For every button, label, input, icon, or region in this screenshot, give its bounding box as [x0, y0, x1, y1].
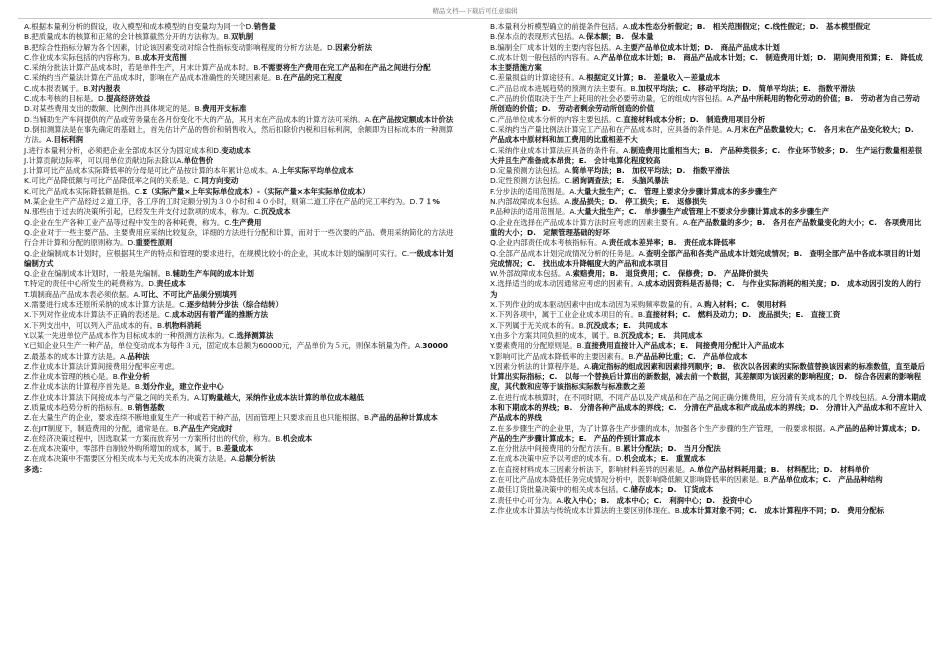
- question-item: [490, 352, 926, 362]
- question-item: [24, 115, 460, 125]
- question-text: Z.在成本决策中，零部件自制较外购所增加的成本，属于。B.: [24, 444, 224, 454]
- question-item: [24, 321, 460, 331]
- answer-text: 索赔费用；B. 退货费用；C. 保修费；D. 产品降价损失: [572, 269, 769, 279]
- question-text: Q.企业对于一些主要产品、主要费用应采纳比较复杂，详细的方法进行分配和计算，而对于一些次要的产品、费用采纳简化的方法进行合并计算和分配的原则称为。D.: [24, 227, 454, 248]
- question-text: N.内部故障成本包括。A.: [490, 197, 572, 207]
- answer-text: 查明全部产品和各类产品成本计划完成情况；B. 查明全部产品中各成本项目的计划完成情况；C. 找出成本升降幅度大的产品和成本项目: [490, 248, 921, 268]
- question-item: [490, 310, 926, 320]
- answer-text: 保本额；B. 保本量: [586, 32, 654, 42]
- question-text: Z.在成本决策中应予以考虑的成本有。D.: [490, 454, 624, 464]
- section-heading: [24, 465, 460, 475]
- question-text: C.采纳分批法计算产品成本时，若是单件生产，月末计算产品成本时。B.: [24, 63, 261, 73]
- answer-text: 作业分析: [120, 372, 150, 382]
- answer-text: 确定指标的组成因素和因素排列顺序；B. 依次以各因素的实际数值替换该因素的标准数值，直至最后计算出实际指标；C. 以每一个替换后计算出的新数据，减去前一个数据，其差额即为该因素的影响程度；D. 综合各因素的影响程度，其代数和应等于该指标实际数与标准数之差: [490, 361, 925, 392]
- answer-text: 产品的品种计算成本；D. 产品的生产步骤计算成本；E. 产品的件别计算成本: [490, 423, 928, 443]
- question-text: X.选择适当的成本动因通常应考虑的因素有。A.: [490, 279, 646, 289]
- answer-text: 沉没成本；E. 共同成本: [621, 330, 703, 340]
- question-item: [24, 454, 460, 464]
- question-item: [24, 352, 460, 362]
- question-item: [24, 290, 460, 300]
- question-item: [490, 115, 926, 125]
- answer-text: 在产品按定额成本计价法: [371, 114, 454, 124]
- answer-text: 成本动因有着严谨的推断方法: [171, 310, 269, 320]
- answer-text: 提高经济效益: [106, 94, 151, 104]
- question-item: [24, 444, 460, 454]
- question-text: Y.已知企业只生产一种产品，单位变动成本为每件３元，固定成本总额为60000元，产品单价为５元，则保本销量为件。A.: [24, 341, 423, 351]
- question-text: Z.在直接材料成本三因素分析法下，影响材料差异的因素是。A.: [490, 464, 697, 474]
- answer-text: 在产品数量的多少；B. 各月在产品数量变化的大小；C. 各项费用比重的大小；D. 定额管理基础的好坏: [490, 217, 922, 237]
- question-text: Z.最佳订货批量决策中的相关成本包括。C.: [490, 485, 631, 495]
- question-text: K.可比产品降低额与可比产品降低率之间的关系是。C.: [24, 176, 202, 186]
- question-text: Z.在成本决策中不需要区分相关成本与无关成本的决策方法是。A.: [24, 454, 239, 464]
- question-text: C.成本计划一般包括的内容有。A.: [490, 52, 601, 62]
- page-header: 精品文档---下载后可任意编辑: [0, 2, 950, 20]
- question-item: [490, 94, 926, 115]
- answer-text: 销售量: [253, 22, 276, 31]
- answer-text: 购入材料；C. 领用材料: [704, 300, 787, 310]
- question-item: [490, 331, 926, 341]
- question-item: [24, 197, 460, 207]
- answer-text: 责任成本: [156, 279, 186, 289]
- question-text: B.保本点的表现形式包括。A.: [490, 32, 586, 42]
- answer-text: 不需要将生产费用在完工产品和在产品之间进行分配: [260, 63, 431, 73]
- answer-text: 对内报表: [90, 83, 121, 93]
- question-item: [24, 73, 460, 83]
- question-item: [490, 207, 926, 217]
- answer-text: 单位售价: [183, 155, 214, 165]
- question-text: X.下列对作业成本计算法不正确的表述是。C.: [24, 310, 172, 320]
- question-text: J.计算贡献边际率，可以用单位贡献边际去除以A.: [24, 155, 184, 165]
- question-item: [490, 362, 926, 393]
- answer-text: 累计分配法；D. 当月分配法: [623, 444, 721, 454]
- question-text: C.采纳约当产量法计算在产品成本时，影响在产品成本准确性的关键因素是。B.: [24, 73, 283, 83]
- question-item: [24, 434, 460, 444]
- answer-text: 30000: [422, 341, 449, 351]
- answer-text: 成本动因资料是否易得；C. 与作业实际消耗的相关度；D. 成本动因引发的人的行为: [490, 279, 921, 299]
- question-item: [24, 53, 460, 63]
- question-text: Z.在JIT制度下，制造费用的分配，通常是在。B.: [24, 423, 181, 433]
- right-column: [490, 22, 926, 668]
- answer-text: 订购量越大，采纳作业成本法计算的单位成本越低: [201, 392, 364, 402]
- question-text: J.计算可比产品成本实际降低率的分母是可比产品按计算的本年累计总成本。A.: [24, 166, 280, 176]
- question-text: X.需要进行成本还原所采纳的成本计算方法是。C.: [24, 300, 187, 310]
- question-item: [24, 125, 460, 146]
- question-item: [24, 218, 460, 228]
- answer-text: 产品品种比重；C. 产品单位成本: [635, 351, 748, 361]
- question-text: Q.企业在生产各种工业产品等过程中发生的各种耗费，称为。C.: [24, 217, 232, 227]
- question-item: [490, 53, 926, 74]
- answer-text: 主要产品单位成本计划；D. 商品产品成本计划: [622, 42, 780, 52]
- question-text: Z.质量成本趋势分析的指标有。B.: [24, 402, 135, 412]
- answer-text: 产品的品种计算成本: [371, 413, 438, 423]
- question-text: Z.最基本的成本计算方法是。A.: [24, 351, 128, 361]
- answer-text: 责任成本差异率；B. 责任成本降低率: [608, 238, 736, 248]
- question-item: [490, 249, 926, 270]
- question-item: [490, 166, 926, 176]
- question-item: [24, 43, 460, 53]
- question-text: D.对某些费用支出的数额、比例作出具体规定的是。B.: [24, 104, 203, 114]
- question-item: [24, 156, 460, 166]
- answer-text: 逐步结转分步法（综合结转）: [186, 300, 283, 310]
- question-item: [490, 238, 926, 248]
- answer-text: 简单平均法；B. 加权平均法；D. 指数平滑法: [571, 166, 730, 176]
- answer-text: 沉没成本；E. 共同成本: [586, 320, 668, 330]
- question-text: Z.作业成本管理的核心是。B.: [24, 372, 121, 382]
- question-text: Z.作业成本计算法与传统成本计算法的主要区别体现在。B.: [490, 505, 683, 515]
- question-text: Y.要素费用的分配原则是。B.: [490, 341, 585, 351]
- question-text: Z.在可比产品成本降低任务完成情况分析中，既影响降低额又影响降低率的因素是。B.: [490, 475, 771, 485]
- question-text: T.填制商品产品成本表必须依据。A.: [24, 289, 141, 299]
- question-text: A.根据本量利分析的假设，收入模型和成本模型的自变量均为同一个D.: [24, 22, 254, 31]
- question-item: [490, 73, 926, 83]
- answer-text: 目标利润: [53, 135, 84, 145]
- answer-text: ７１%: [417, 197, 440, 207]
- question-item: [490, 32, 926, 42]
- question-text: K.可比产品成本实际降低额是指。C.: [24, 186, 143, 196]
- question-item: [24, 341, 460, 351]
- question-item: [490, 43, 926, 53]
- answer-text: 收入中心；B. 成本中心；C. 利润中心；D. 投资中心: [563, 495, 753, 505]
- question-text: Q.企业编制成本计划时，应根据其生产的特点和管理的要求进行，在规模比较小的企业，其成本计划的编制可实行。C.: [24, 248, 410, 258]
- question-text: B.把综合性指标分解为各个因素，讨论该因素变动对综合性指标变动影响程度的分析方法是。D.: [24, 42, 336, 52]
- question-text: D.倒扣测算法是在事先确定的基础上，首先估计产品的售价和销售收入，然后扣除价内税和目标利润，余额即为目标成本的一种测算方法。A.: [24, 124, 454, 145]
- answer-text: 成本开支范围: [142, 52, 187, 62]
- answer-text: 机物料消耗: [164, 320, 202, 330]
- question-text: C.差量损益的计算途径有。A.: [490, 73, 587, 83]
- question-item: [490, 424, 926, 445]
- question-item: [24, 249, 460, 270]
- answer-text: 直接材料；C. 燃料及动力；D. 废品损失；E. 直接工资: [645, 310, 841, 320]
- question-text: B.编制全厂成本计划的主要内容包括。A.: [490, 42, 623, 52]
- left-column: [24, 22, 460, 668]
- question-text: D.定性预测方法包括。C.: [490, 176, 573, 186]
- answer-text: 重要性原则: [135, 238, 173, 248]
- question-item: [490, 393, 926, 424]
- answer-text: 分清本期成本和下期成本的界线；B. 分清各种产品成本的界线；C. 分清在产品成本和产成品成本的界线；D. 分清计入产品成本和不应计入产品成本的界线: [490, 392, 926, 423]
- question-item: [24, 207, 460, 217]
- question-text: Y.由多个方案共同负担的成本，属于。B.: [490, 330, 622, 340]
- answer-text: 费用开支标准: [202, 104, 247, 114]
- question-text: C.产品单位成本分析的内容主要包括。C.: [490, 114, 624, 124]
- question-item: [24, 94, 460, 104]
- question-text: Y.影响可比产品成本降低率的主要因素有。B.: [490, 351, 636, 361]
- question-text: Z.作业成本计算法计算间接费用分配率应考虑。: [24, 361, 180, 371]
- answer-text: 产品中所耗用的物化劳动的价值；B. 劳动者为自己劳动所创造的价值；D. 劳动者剩余劳动所创造的价值: [490, 94, 920, 114]
- answer-text: 因素分析法: [335, 42, 373, 52]
- question-item: [490, 187, 926, 197]
- question-item: [490, 197, 926, 207]
- question-text: Z.在经济决策过程中，因选取某一方案而放弃另一方案所付出的代价，称为。B.: [24, 433, 283, 443]
- question-item: [24, 269, 460, 279]
- question-item: [490, 22, 926, 32]
- question-item: [24, 63, 460, 73]
- answer-text: 产品单位成本；C. 产品品种结构: [770, 475, 883, 485]
- answer-text: 产品生产完成时: [180, 423, 233, 433]
- question-item: [24, 176, 460, 186]
- question-text: Z.责任中心可分为。A.: [490, 495, 564, 505]
- answer-text: 一级成本计划编制方式: [24, 248, 454, 268]
- answer-text: 直接材料成本分析；D. 制造费用项目分析: [623, 114, 766, 124]
- answer-text: 机会成本: [282, 433, 313, 443]
- question-item: [490, 444, 926, 454]
- question-text: Z.在多步骤生产的企业里，为了计算各生产步骤的成本，加强各个生产步骤的生产管理，一般要求根据。A.: [490, 423, 838, 433]
- question-text: C.作业成本实际包括的内容称为。B.: [24, 52, 143, 62]
- question-item: [24, 413, 460, 423]
- question-item: [490, 218, 926, 239]
- question-item: [24, 228, 460, 249]
- question-text: D.定量预测方法包括。A.: [490, 166, 572, 176]
- answer-text: 储存成本；D. 订货成本: [630, 485, 714, 495]
- question-item: [24, 32, 460, 42]
- question-text: C.产品总成本进展趋势的预测方法主要有。B.: [490, 83, 638, 93]
- answer-text: 变动成本: [221, 145, 251, 155]
- question-text: N.那些由于过去的决策所引起，已经发生并支付过款项的成本，称为。C.: [24, 207, 262, 217]
- question-item: [24, 372, 460, 382]
- answer-text: 单位产品材料耗用量；B. 材料配比；D. 材料单价: [696, 464, 870, 474]
- question-item: [24, 403, 460, 413]
- question-item: [490, 269, 926, 279]
- question-text: T.特定的责任中心所发生的耗费称为。D.: [24, 279, 157, 289]
- question-text: F.分步法的适用范围是。A.: [490, 186, 577, 196]
- question-item: [490, 454, 926, 464]
- question-text: Z.作业成本法的计算程序首先是。B.: [24, 382, 143, 392]
- question-item: [24, 424, 460, 434]
- answer-text: 加权平均法；C. 移动平均法；D. 简单平均法；E. 指数平滑法: [637, 83, 856, 93]
- question-text: C.采纳约当产量比例法计算完工产品和在产品成本时，应具备的条件是。A.: [490, 124, 734, 134]
- question-item: [24, 393, 460, 403]
- question-text: P.品种法的适用范围是。A.: [490, 207, 577, 217]
- question-text: C.成本考核的目标是。D.: [24, 94, 107, 104]
- question-text: B.本量利分析模型确立的前提条件包括。A.: [490, 22, 631, 31]
- answer-text: 在产品的完工程度: [282, 73, 342, 83]
- question-item: [24, 22, 460, 32]
- question-item: [24, 310, 460, 320]
- question-item: [490, 496, 926, 506]
- question-text: Z.在进行成本核算时，在不同时期，不同产品以及产成品和在产品之间正确分摊费用，应分清有关成本的几个界线包括。A.: [490, 392, 890, 402]
- question-item: [490, 125, 926, 146]
- question-item: [490, 279, 926, 300]
- question-item: [24, 279, 460, 289]
- question-item: [24, 362, 460, 372]
- question-item: [24, 146, 460, 156]
- answer-text: 根据定义计算；B. 差量收入－差量成本: [586, 73, 721, 83]
- answer-text: 辅助生产车间的成本计划: [172, 269, 254, 279]
- answer-text: 成本计算对象不同；C. 成本计算程序不同；D. 费用分配标: [682, 505, 885, 515]
- answer-text: 制造费用比重相当大；B. 产品种类很多；C. 作业环节较多；D. 生产运行数量相差很大并且生产准备成本昂贵；E. 会计电算化程度较高: [490, 145, 923, 165]
- answer-text: 销售基数: [134, 402, 165, 412]
- question-item: [24, 300, 460, 310]
- answer-text: 可比、不可比产品须分别填列: [140, 289, 237, 299]
- question-text: B.把质量成本的核算和正常的会计核算截然分开的方法称为。B.: [24, 32, 231, 42]
- question-text: X.下列各项中，属于工业企业成本项目的有。B.: [490, 310, 646, 320]
- question-item: [24, 331, 460, 341]
- answer-text: 月末在产品数量较大；C. 各月末在产品变化较大；D. 产品成本中原材料和加工费用的比重相差不大: [490, 124, 922, 145]
- question-text: C.成本报表属于。B.: [24, 83, 91, 93]
- answer-text: 双轨制: [231, 32, 254, 42]
- answer-text: Σ（实际产量×上年实际单位成本）-（实际产量×本年实际单位成本）: [142, 186, 370, 196]
- question-item: [490, 176, 926, 186]
- question-text: Z.在分批法中间接费用的分配方法有。B.: [490, 444, 624, 454]
- question-text: X.下列属于无关成本的有。B.: [490, 320, 587, 330]
- question-text: M.某企业生产产品经过２道工序，各工序的工时定额分别为３０小时和４０小时，则第二道工序在产品的完工率约为。D.: [24, 197, 418, 207]
- question-item: [490, 84, 926, 94]
- answer-text: 函询调查法；E. 头脑风暴法: [572, 176, 669, 186]
- answer-text: 总额分析法: [238, 454, 276, 464]
- question-text: Q.企业在编制成本计划时，一般是先编制。B.: [24, 269, 173, 279]
- question-text: C.采纳作业成本计算法应具备的条件有。A.: [490, 145, 631, 155]
- question-item: [490, 146, 926, 167]
- question-text: Z.在大量生产的企业，要求连续不断地重复生产一种或若干种产品，因而管理上只要求而且也只能根据。B.: [24, 413, 372, 423]
- answer-text: 选择测算法: [236, 330, 274, 340]
- question-text: X.下列支出中，可以列入产品成本的有。B.: [24, 320, 165, 330]
- question-item: [490, 321, 926, 331]
- question-text: Y.因素分析法的计算程序是。A.: [490, 361, 592, 371]
- question-item: [490, 465, 926, 475]
- answer-text: 大量大批生产；C. 单步骤生产或管理上不要求分步骤计算成本的多步骤生产: [576, 207, 829, 217]
- question-text: Q.企业在选择在产品成本计算方法时应考虑的因素主要有。A.: [490, 217, 691, 227]
- answer-text: 差量成本: [223, 444, 254, 454]
- answer-text: 大量大批生产；C. 管理上要求分步骤计算成本的多步骤生产: [576, 186, 777, 196]
- question-item: [490, 485, 926, 495]
- answer-text: 产品单位成本计划；B. 商品产品成本计划；C. 制造费用计划；D. 期间费用预算；E. 降低成本主要措施方案: [490, 52, 923, 73]
- question-text: W.外部故障成本包括。A.: [490, 269, 573, 279]
- question-text: X.下列作业的成本驱动因素中由成本动因为采购频率数量的有。A.: [490, 300, 705, 310]
- question-text: Q.企业内部责任成本考核指标有。A.: [490, 238, 609, 248]
- answer-text: 废品损失；D. 停工损失；E. 返修损失: [571, 197, 707, 207]
- answer-text: 品种法: [127, 351, 150, 361]
- question-item: [24, 166, 460, 176]
- question-text: Q.全部产品成本计划完成情况分析的任务是。A.: [490, 248, 646, 258]
- question-text: Z.作业成本计算法下间接成本与产量之间的关系为。A.: [24, 392, 202, 402]
- question-item: [24, 187, 460, 197]
- answer-text: 机会成本；E. 重置成本: [623, 454, 706, 464]
- question-item: [24, 382, 460, 392]
- question-item: [490, 300, 926, 310]
- question-text: Y.以某一先进单位产品成本作为目标成本的一种预测方法称为。C.: [24, 330, 237, 340]
- question-item: [490, 506, 926, 516]
- question-item: [490, 475, 926, 485]
- answer-text: 同方向变动: [201, 176, 239, 186]
- question-item: [490, 341, 926, 351]
- answer-text: 沉没成本: [261, 207, 291, 217]
- answer-text: 划分作业，建立作业中心: [142, 382, 224, 392]
- question-text: C.产品的价值取决于生产上耗用的社会必要劳动量，它的组成内容包括。A.: [490, 94, 734, 104]
- question-text: D.当辅助生产车间提供的产品或劳务量在各月份变化不大的产品，其月末在产品成本的计算方法可采纳。A.: [24, 114, 372, 124]
- question-item: [24, 84, 460, 94]
- answer-text: 生产费用: [231, 217, 262, 227]
- question-item: [24, 104, 460, 114]
- answer-text: 直接费用直接计入产品成本；E. 间接费用分配计入产品成本: [584, 341, 785, 351]
- question-text: J.进行本量利分析，必须把企业全部成本区分为固定成本和D.: [24, 145, 222, 155]
- answer-text: 成本性态分析假定；B. 相关范围假定；C.线性假定；D. 基本模型假定: [630, 22, 871, 31]
- answer-text: 上年实际平均单位成本: [279, 166, 354, 176]
- question-text: 多选：: [24, 464, 47, 474]
